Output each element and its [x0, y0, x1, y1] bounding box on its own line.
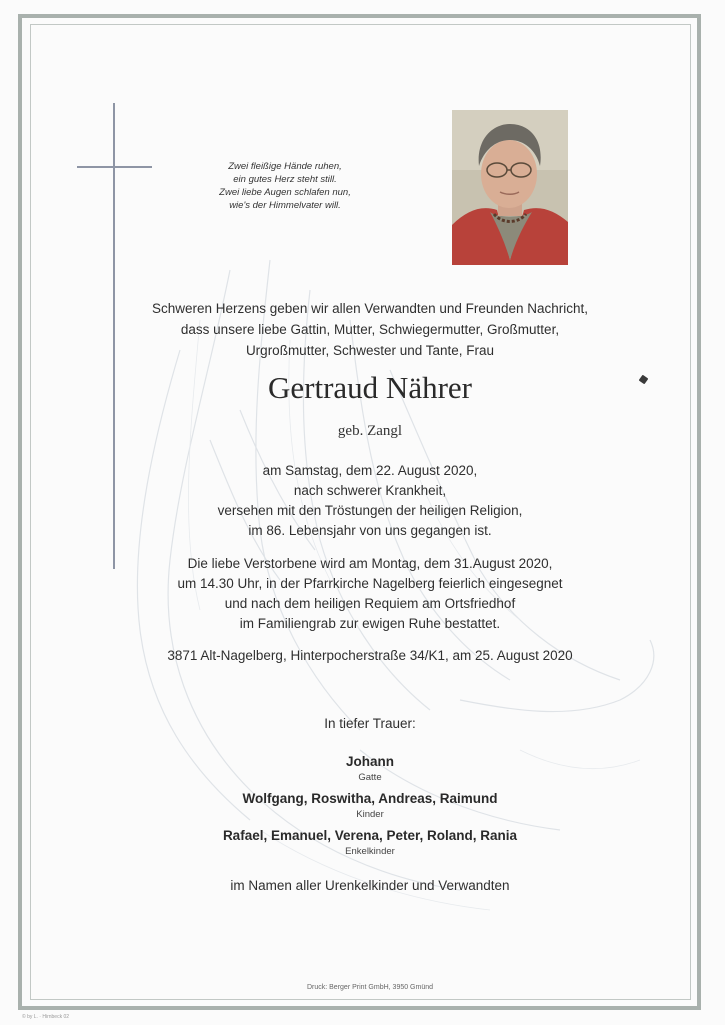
mourner-names: Rafael, Emanuel, Verena, Peter, Roland, Rania — [222, 828, 518, 843]
intro-line: dass unsere liebe Gattin, Mutter, Schwiegermutter, Großmutter, — [180, 322, 560, 337]
funeral-notice-line: Die liebe Verstorbene wird am Montag, dem 31.August 2020, — [187, 556, 553, 571]
poem-line: wie's der Himmelvater will. — [229, 200, 341, 211]
deceased-name: Gertraud Nährer — [268, 370, 472, 405]
death-notice-line: versehen mit den Tröstungen der heiligen Religion, — [217, 503, 523, 518]
mourners-heading: In tiefer Trauer: — [324, 716, 416, 731]
death-notice — [100, 461, 640, 541]
memorial-poem — [180, 160, 390, 212]
poem-line: ein gutes Herz steht still. — [233, 174, 337, 185]
portrait-photo — [452, 110, 568, 265]
address-date — [100, 646, 640, 666]
funeral-notice-line: im Familiengrab zur ewigen Ruhe bestattet. — [239, 616, 501, 631]
death-notice-line: nach schwerer Krankheit, — [293, 483, 447, 498]
address-date-text: 3871 Alt-Nagelberg, Hinterpocherstraße 34/K1, am 25. August 2020 — [167, 648, 573, 663]
intro-line: Urgroßmutter, Schwester und Tante, Frau — [245, 343, 495, 358]
printer-imprint: Druck: Berger Print GmbH, 3950 Gmünd — [306, 984, 434, 991]
announcement-intro — [100, 298, 640, 361]
mourners-list — [100, 716, 640, 893]
mourner-relation: Enkelkinder — [345, 846, 395, 857]
death-notice-line: am Samstag, dem 22. August 2020, — [262, 463, 478, 478]
death-notice-line: im 86. Lebensjahr von uns gegangen ist. — [248, 523, 492, 538]
mourner-names: Wolfgang, Roswitha, Andreas, Raimund — [242, 791, 498, 806]
poem-line: Zwei liebe Augen schlafen nun, — [219, 187, 351, 198]
intro-line: Schweren Herzens geben wir allen Verwandten und Freunden Nachricht, — [151, 301, 588, 316]
mourner-names: Johann — [345, 754, 394, 769]
cross-horizontal-bar — [77, 166, 152, 168]
mourner-relation: Kinder — [356, 809, 384, 820]
funeral-notice-line: und nach dem heiligen Requiem am Ortsfriedhof — [224, 596, 516, 611]
mourners-closing: im Namen aller Urenkelkinder und Verwandten — [230, 878, 510, 893]
poem-line: Zwei fleißige Hände ruhen, — [228, 161, 342, 172]
maiden-name: geb. Zangl — [337, 423, 403, 439]
funeral-notice-line: um 14.30 Uhr, in der Pfarrkirche Nagelberg feierlich eingesegnet — [177, 576, 563, 591]
funeral-notice — [100, 554, 640, 634]
mourner-relation: Gatte — [358, 772, 382, 783]
corner-mark: © by L. · Hirnbeck 02 — [22, 1014, 70, 1020]
